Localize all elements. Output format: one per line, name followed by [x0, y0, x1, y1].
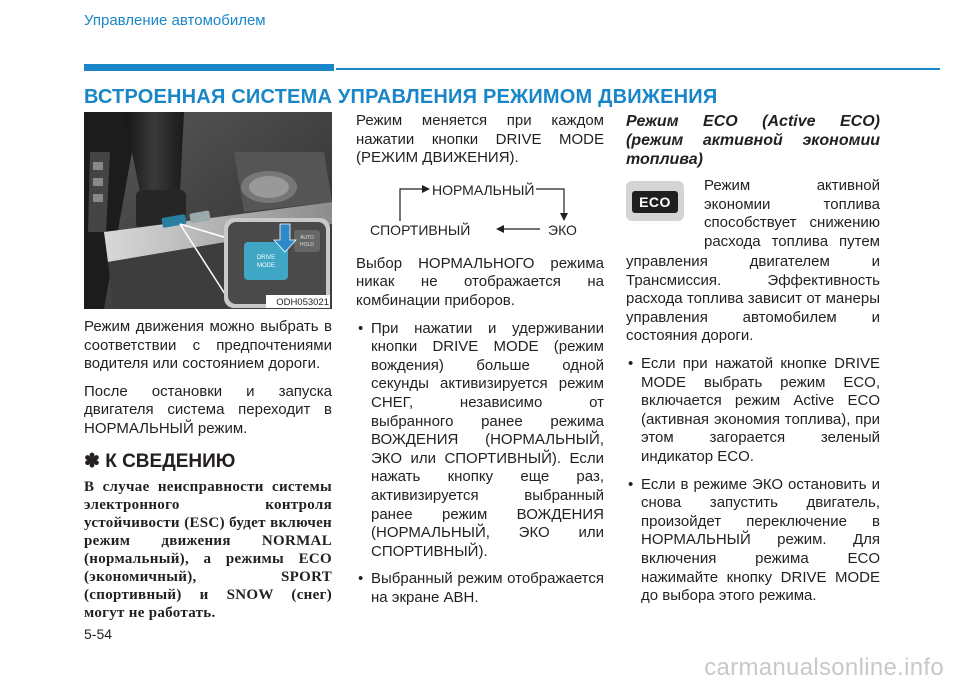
watermark: carmanualsonline.info [704, 654, 944, 681]
normal-display-paragraph: Выбор НОРМАЛЬНОГО режима никак не отображается на комбинации приборов. [356, 254, 604, 309]
column-left [84, 318, 332, 622]
list-item: • При нажатии и удерживании кнопки DRIVE MODE (режим вождения) больше одной секунды активизируется режим СНЕГ, независимо от выбранного ранее режима ВОЖДЕНИЯ (НОРМАЛЬНЫЙ, ЭКО или СПОРТИВНЫЙ). Если нажать кнопку еще раз, активизируется выбранный ранее режим ВОЖДЕНИЯ (НОРМАЛЬНЫЙ, ЭКО или СПОРТИВНЫЙ). [356, 320, 604, 562]
drive-label: DRIVE [256, 255, 276, 261]
eco-subheading: Режим ECO (Active ECO) (режим активной экономии топлива) [626, 113, 880, 168]
figure-code: ODH053021 [276, 297, 329, 308]
auto-label: AUTO [300, 235, 314, 241]
eco-intro-line: расхода топлива путем [704, 232, 880, 250]
section-title: ВСТРОЕННАЯ СИСТЕМА УПРАВЛЕНИЯ РЕЖИМОМ ДВИЖЕНИЯ [84, 86, 718, 108]
note-body: В случае неисправности системы электронного контроля устойчивости (ESC) будет включен режим движения NORMAL (нормальный), а режимы ECO (экономичный), SPORT (спортивный) и SNOW (снег) могут не работать. [84, 479, 332, 622]
list-item: • Если при нажатой кнопке DRIVE MODE выбрать режим ECO, включается режим Active ECO (активная экономия топлива), при этом загорается зеленый индикатор ECO. [626, 355, 880, 467]
mode-label: MODE [257, 263, 275, 269]
note-asterisk-icon: ✽ [84, 450, 100, 472]
page-number: 5-54 [84, 626, 113, 642]
header-rule-accent [84, 64, 334, 71]
mode-normal: НОРМАЛЬНЫЙ [432, 181, 535, 198]
eco-intro-line: Режим активной [704, 177, 880, 194]
note-title: К СВЕДЕНИЮ [105, 450, 236, 472]
eco-intro-block [626, 177, 880, 253]
eco-badge-label: ECO [632, 191, 678, 213]
header-rule [336, 68, 940, 70]
mode-cycle-diagram [356, 177, 604, 243]
eco-intro-line: способствует снижению [704, 214, 880, 232]
console-illustration [84, 112, 332, 309]
hold-label: HOLD [300, 242, 314, 248]
mode-eco: ЭКО [548, 221, 577, 238]
mode-change-paragraph: Режим меняется при каждом нажатии кнопки DRIVE MODE (РЕЖИМ ДВИЖЕНИЯ). [356, 112, 604, 167]
restart-paragraph: После остановки и запуска двигателя система переходит в НОРМАЛЬНЫЙ режим. [84, 382, 332, 437]
mode-sport: СПОРТИВНЫЙ [370, 221, 471, 238]
eco-intro-rest: управления двигателем и Трансмиссия. Эффективность расхода топлива зависит от манеры управления автомобилем и состояния дороги. [626, 253, 880, 345]
eco-notes-list [626, 355, 880, 606]
console-photo [84, 112, 332, 309]
note-heading [84, 450, 332, 472]
eco-intro-line: экономии топлива [704, 195, 880, 213]
snow-mode-list [356, 320, 604, 608]
list-item: • Если в режиме ЭКО остановить и снова запустить двигатель, произойдет переключение в НОРМАЛЬНЫЙ режим. Для включения режима ECO нажимайте кнопку DRIVE MODE до выбора этого режима. [626, 476, 880, 606]
running-header: Управление автомобилем [84, 12, 266, 29]
intro-paragraph: Режим движения можно выбрать в соответствии с предпочтениями водителя или состоянием дороги. [84, 318, 332, 373]
column-right [626, 112, 880, 615]
eco-indicator-icon [626, 181, 684, 221]
list-item: • Выбранный режим отображается на экране АВН. [356, 570, 604, 607]
column-middle [356, 112, 604, 616]
